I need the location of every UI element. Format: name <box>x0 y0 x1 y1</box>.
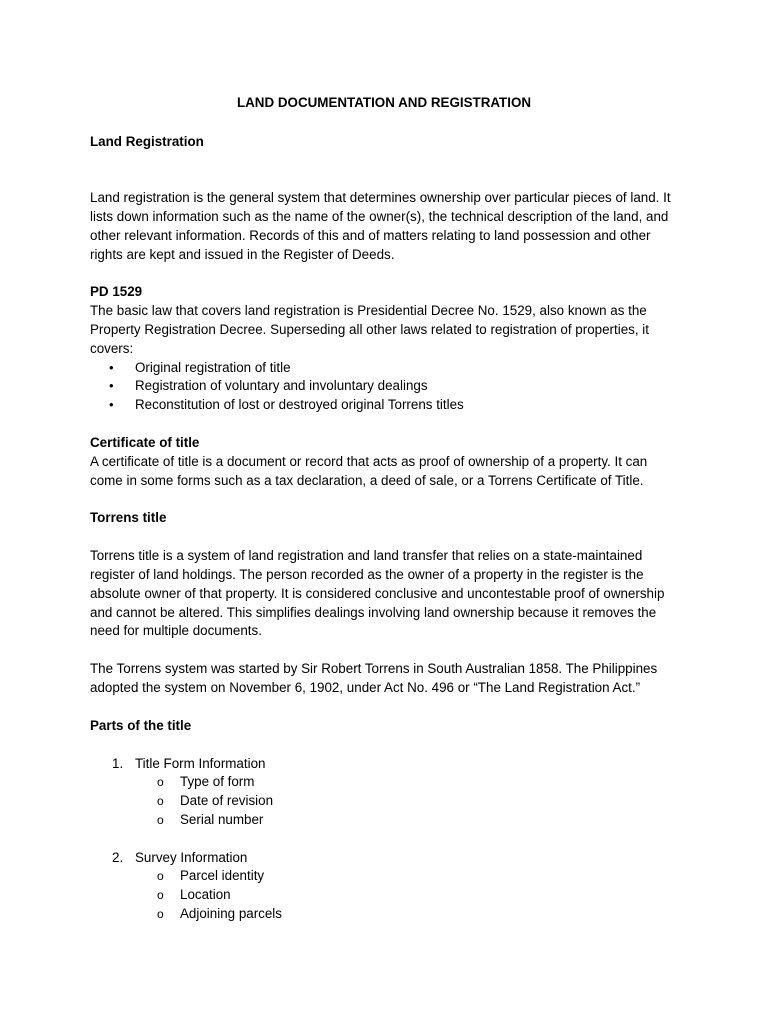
sub-list <box>90 773 678 829</box>
spacer <box>90 152 678 171</box>
item-number: 2. <box>112 849 124 865</box>
sub-list-item: o Date of revision <box>90 792 678 811</box>
paragraph-torrens-title-2: The Torrens system was started by Sir Robert Torrens in South Australian 1858. The Philippines adopted the system on November 6, 1902, under Act No. 496 or “The Land Registration Act.” <box>90 661 658 695</box>
document-title: LAND DOCUMENTATION AND REGISTRATION <box>236 95 532 110</box>
list-item: • Registration of voluntary and involuntary dealings <box>90 377 678 396</box>
heading-pd1529: PD 1529 <box>90 284 143 300</box>
spacer <box>90 528 678 547</box>
list-item <box>90 849 678 924</box>
parts-numbered-list <box>90 755 678 924</box>
heading-torrens-title: Torrens title <box>90 510 167 526</box>
spacer <box>90 736 678 755</box>
heading-parts-of-title: Parts of the title <box>90 717 192 733</box>
pd1529-bullet-list <box>90 359 678 415</box>
list-item <box>90 755 678 830</box>
paragraph-certificate-of-title: A certificate of title is a document or record that acts as proof of ownership of a property. It can come in some forms such as a tax declaration, a deed of sale, or a Torrens Certificate of Title. <box>90 453 648 488</box>
sub-list-item: o Type of form <box>90 773 678 792</box>
list-item: • Reconstitution of lost or destroyed original Torrens titles <box>90 396 678 415</box>
paragraph-torrens-title-1: Torrens title is a system of land registration and land transfer that relies on a state-maintained register of land holdings. The person recorded as the owner of a property in the register is the absolute owner of that property. It is considered conclusive and uncontestable proof of ownership and cannot be altered. This simplifies dealings involving land ownership because it removes the need for multiple documents. <box>90 548 665 639</box>
numbered-item-row <box>90 755 678 774</box>
heading-certificate-of-title: Certificate of title <box>90 434 200 450</box>
spacer <box>90 264 678 283</box>
sub-list-item: o Location <box>90 886 678 905</box>
paragraph-pd1529: The basic law that covers land registration is Presidential Decree No. 1529, also known as the Property Registration Decree. Superseding all other laws related to registration of properties, it covers: <box>90 303 649 356</box>
numbered-item-row <box>90 849 678 868</box>
sub-list-item: o Adjoining parcels <box>90 905 678 924</box>
spacer <box>90 490 678 509</box>
sub-list-item: o Serial number <box>90 811 678 830</box>
paragraph-land-registration: Land registration is the general system that determines ownership over particular pieces of land. It lists down information such as the name of the owner(s), the technical description of the land, and other relevant information. Records of this and of matters relating to land possession and other rights are kept and issued in the Register of Deeds. <box>90 190 671 262</box>
item-label: Title Form Information <box>135 755 266 771</box>
sub-list <box>90 867 678 923</box>
list-item: • Original registration of title <box>90 359 678 378</box>
heading-land-registration: Land Registration <box>90 133 204 149</box>
item-label: Survey Information <box>135 849 248 865</box>
sub-list-item: o Parcel identity <box>90 867 678 886</box>
item-number: 1. <box>112 755 124 771</box>
spacer <box>90 698 678 717</box>
spacer <box>90 641 678 660</box>
spacer <box>90 170 678 189</box>
spacer <box>90 415 678 434</box>
